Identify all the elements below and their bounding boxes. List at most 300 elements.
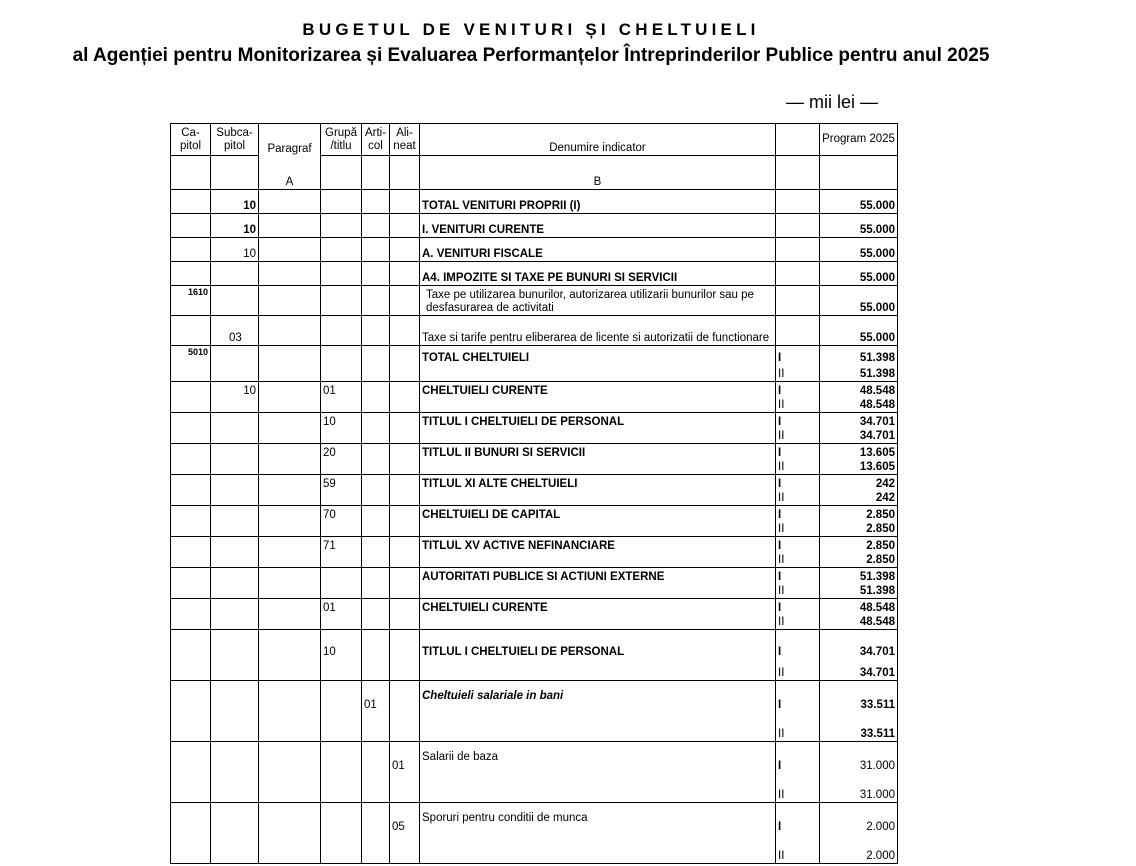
grupa-cell	[321, 773, 362, 803]
aliniat-cell	[390, 659, 420, 681]
table-row	[171, 491, 898, 506]
capitol-cell	[171, 475, 211, 491]
grupa-cell	[321, 190, 362, 214]
paragraf-cell	[259, 413, 321, 429]
table-row	[171, 346, 898, 365]
paragraf-cell	[259, 537, 321, 553]
program-code-cell: II	[776, 522, 820, 537]
table-row	[171, 429, 898, 444]
subcapitol-cell	[211, 346, 259, 365]
program-code-cell: II	[776, 659, 820, 681]
program-code-cell	[776, 190, 820, 214]
table-row	[171, 553, 898, 568]
grupa-cell: 01	[321, 382, 362, 398]
articol-cell	[362, 398, 390, 413]
capitol-cell	[171, 522, 211, 537]
program-value: 2.850	[820, 506, 898, 522]
grupa-cell	[321, 553, 362, 568]
subcapitol-cell	[211, 584, 259, 599]
indicator-name	[420, 615, 776, 630]
paragraf-cell	[259, 491, 321, 506]
program-code-cell: I	[776, 568, 820, 584]
program-code-cell	[776, 316, 820, 346]
grupa-cell: 01	[321, 599, 362, 615]
articol-cell	[362, 429, 390, 444]
aliniat-cell	[390, 506, 420, 522]
paragraf-cell	[259, 214, 321, 238]
program-code-cell: I	[776, 537, 820, 553]
articol-cell	[362, 522, 390, 537]
indicator-name: Sporuri pentru conditii de munca	[420, 803, 776, 834]
indicator-name: CHELTUIELI CURENTE	[420, 599, 776, 615]
paragraf-cell	[259, 742, 321, 773]
subcapitol-cell	[211, 398, 259, 413]
capitol-cell	[171, 262, 211, 286]
table-row	[171, 382, 898, 398]
indicator-name	[420, 773, 776, 803]
capitol-cell	[171, 460, 211, 475]
table-row	[171, 803, 898, 834]
grupa-cell: 10	[321, 630, 362, 659]
paragraf-cell	[259, 475, 321, 491]
program-code-cell: II	[776, 773, 820, 803]
program-code-cell	[776, 238, 820, 262]
table-row	[171, 681, 898, 712]
program-value: 51.398	[820, 346, 898, 365]
grupa-cell	[321, 522, 362, 537]
paragraf-cell	[259, 286, 321, 316]
program-code-cell: I	[776, 475, 820, 491]
program-value: 242	[820, 491, 898, 506]
grupa-cell	[321, 398, 362, 413]
table-row	[171, 444, 898, 460]
grupa-cell	[321, 834, 362, 864]
paragraf-cell	[259, 429, 321, 444]
grupa-cell	[321, 286, 362, 316]
program-code-cell: I	[776, 382, 820, 398]
paragraf-cell	[259, 444, 321, 460]
indicator-name	[420, 659, 776, 681]
capitol-cell	[171, 659, 211, 681]
paragraf-cell	[259, 460, 321, 475]
subcapitol-cell	[211, 262, 259, 286]
grupa-cell	[321, 615, 362, 630]
articol-cell: 01	[362, 681, 390, 712]
program-value: 55.000	[820, 262, 898, 286]
aliniat-cell	[390, 491, 420, 506]
subcapitol-cell	[211, 568, 259, 584]
grupa-cell	[321, 568, 362, 584]
paragraf-cell	[259, 346, 321, 365]
program-code-cell: II	[776, 365, 820, 382]
paragraf-cell	[259, 659, 321, 681]
program-value: 34.701	[820, 630, 898, 659]
aliniat-cell	[390, 398, 420, 413]
col-header-articol: Arti-col	[362, 124, 390, 156]
aliniat-cell	[390, 615, 420, 630]
table-row	[171, 630, 898, 659]
table-row	[171, 460, 898, 475]
capitol-cell	[171, 429, 211, 444]
capitol-cell	[171, 316, 211, 346]
indicator-name: TITLUL I CHELTUIELI DE PERSONAL	[420, 630, 776, 659]
program-code-cell: I	[776, 346, 820, 365]
program-code-cell: II	[776, 584, 820, 599]
paragraf-cell	[259, 316, 321, 346]
indicator-name	[420, 522, 776, 537]
indicator-name: TOTAL CHELTUIELI	[420, 346, 776, 365]
paragraf-cell	[259, 506, 321, 522]
indicator-name: TOTAL VENITURI PROPRII (I)	[420, 190, 776, 214]
articol-cell	[362, 553, 390, 568]
subcapitol-cell: 03	[211, 316, 259, 346]
indicator-name	[420, 712, 776, 742]
indicator-name: AUTORITATI PUBLICE SI ACTIUNI EXTERNE	[420, 568, 776, 584]
table-row	[171, 773, 898, 803]
program-code-cell: I	[776, 803, 820, 834]
capitol-cell	[171, 742, 211, 773]
aliniat-cell	[390, 214, 420, 238]
grupa-cell	[321, 238, 362, 262]
program-value: 13.605	[820, 444, 898, 460]
capitol-cell: 1610	[171, 286, 211, 316]
aliniat-cell	[390, 553, 420, 568]
aliniat-cell	[390, 630, 420, 659]
table-row	[171, 712, 898, 742]
budget-table	[170, 123, 898, 864]
program-value: 55.000	[820, 286, 898, 316]
subcapitol-cell	[211, 553, 259, 568]
indicator-name: CHELTUIELI CURENTE	[420, 382, 776, 398]
aliniat-cell	[390, 568, 420, 584]
table-row	[171, 522, 898, 537]
aliniat-cell: 01	[390, 742, 420, 773]
program-value: 55.000	[820, 238, 898, 262]
table-row	[171, 537, 898, 553]
program-value: 48.548	[820, 615, 898, 630]
col-letter-a: A	[259, 156, 321, 190]
capitol-cell	[171, 365, 211, 382]
indicator-name: A4. IMPOZITE SI TAXE PE BUNURI SI SERVICII	[420, 262, 776, 286]
grupa-cell: 10	[321, 413, 362, 429]
capitol-cell	[171, 553, 211, 568]
subcapitol-cell	[211, 365, 259, 382]
program-value: 33.511	[820, 712, 898, 742]
articol-cell	[362, 413, 390, 429]
program-value: 33.511	[820, 681, 898, 712]
program-value: 34.701	[820, 429, 898, 444]
col-header-code	[776, 124, 820, 156]
grupa-cell	[321, 742, 362, 773]
table-row	[171, 413, 898, 429]
articol-cell	[362, 630, 390, 659]
program-value: 13.605	[820, 460, 898, 475]
capitol-cell	[171, 506, 211, 522]
col-header-subcapitol: Subca-pitol	[211, 124, 259, 156]
articol-cell	[362, 615, 390, 630]
articol-cell	[362, 365, 390, 382]
program-value: 51.398	[820, 365, 898, 382]
grupa-cell	[321, 214, 362, 238]
indicator-name	[420, 834, 776, 864]
capitol-cell	[171, 190, 211, 214]
grupa-cell: 71	[321, 537, 362, 553]
program-code-cell: II	[776, 553, 820, 568]
grupa-cell	[321, 803, 362, 834]
articol-cell	[362, 712, 390, 742]
indicator-name: Taxe pe utilizarea bunurilor, autorizarea utilizarii bunurilor sau pe desfasurarea de activitati	[420, 286, 776, 316]
program-value: 34.701	[820, 413, 898, 429]
paragraf-cell	[259, 681, 321, 712]
program-code-cell	[776, 262, 820, 286]
table-row	[171, 214, 898, 238]
subcapitol-cell	[211, 429, 259, 444]
grupa-cell: 70	[321, 506, 362, 522]
program-code-cell: II	[776, 615, 820, 630]
capitol-cell	[171, 214, 211, 238]
subcapitol-cell	[211, 630, 259, 659]
indicator-name: A. VENITURI FISCALE	[420, 238, 776, 262]
articol-cell	[362, 262, 390, 286]
indicator-name: I. VENITURI CURENTE	[420, 214, 776, 238]
articol-cell	[362, 382, 390, 398]
capitol-cell	[171, 599, 211, 615]
articol-cell	[362, 742, 390, 773]
program-value: 51.398	[820, 568, 898, 584]
program-value: 2.850	[820, 522, 898, 537]
aliniat-cell	[390, 346, 420, 365]
aliniat-cell	[390, 190, 420, 214]
subcapitol-cell	[211, 506, 259, 522]
aliniat-cell	[390, 712, 420, 742]
paragraf-cell	[259, 630, 321, 659]
col-header-denumire: Denumire indicator	[420, 124, 776, 156]
subcapitol-cell	[211, 803, 259, 834]
program-code-cell: I	[776, 599, 820, 615]
grupa-cell: 59	[321, 475, 362, 491]
paragraf-cell	[259, 773, 321, 803]
aliniat-cell	[390, 365, 420, 382]
program-value: 31.000	[820, 773, 898, 803]
articol-cell	[362, 475, 390, 491]
articol-cell	[362, 460, 390, 475]
table-row	[171, 398, 898, 413]
aliniat-cell	[390, 522, 420, 537]
table-row	[171, 659, 898, 681]
currency-unit: — mii lei —	[786, 92, 879, 112]
program-code-cell: II	[776, 429, 820, 444]
capitol-cell	[171, 444, 211, 460]
indicator-name	[420, 460, 776, 475]
indicator-name: Cheltuieli salariale in bani	[420, 681, 776, 712]
articol-cell	[362, 568, 390, 584]
program-code-cell: I	[776, 630, 820, 659]
indicator-name: TITLUL II BUNURI SI SERVICII	[420, 444, 776, 460]
grupa-cell	[321, 712, 362, 742]
paragraf-cell	[259, 615, 321, 630]
indicator-name	[420, 584, 776, 599]
paragraf-cell	[259, 522, 321, 537]
capitol-cell	[171, 398, 211, 413]
subcapitol-cell	[211, 444, 259, 460]
grupa-cell	[321, 316, 362, 346]
capitol-cell	[171, 491, 211, 506]
subcapitol-cell	[211, 834, 259, 864]
subcapitol-cell	[211, 615, 259, 630]
table-row	[171, 286, 898, 316]
capitol-cell	[171, 413, 211, 429]
program-code-cell: I	[776, 681, 820, 712]
aliniat-cell	[390, 584, 420, 599]
articol-cell	[362, 599, 390, 615]
program-value: 2.000	[820, 803, 898, 834]
program-code-cell	[776, 214, 820, 238]
program-code-cell: II	[776, 460, 820, 475]
capitol-cell	[171, 681, 211, 712]
col-header-grupa: Grupă /titlu	[321, 124, 362, 156]
subcapitol-cell	[211, 413, 259, 429]
aliniat-cell	[390, 316, 420, 346]
paragraf-cell	[259, 238, 321, 262]
indicator-name: Taxe si tarife pentru eliberarea de licente si autorizatii de functionare	[420, 316, 776, 346]
paragraf-cell	[259, 584, 321, 599]
paragraf-cell	[259, 568, 321, 584]
aliniat-cell	[390, 382, 420, 398]
table-row	[171, 316, 898, 346]
articol-cell	[362, 506, 390, 522]
grupa-cell	[321, 262, 362, 286]
articol-cell	[362, 584, 390, 599]
capitol-cell	[171, 834, 211, 864]
articol-cell	[362, 316, 390, 346]
grupa-cell	[321, 681, 362, 712]
table-row	[171, 262, 898, 286]
paragraf-cell	[259, 599, 321, 615]
aliniat-cell	[390, 262, 420, 286]
program-code-cell	[776, 286, 820, 316]
indicator-name: CHELTUIELI DE CAPITAL	[420, 506, 776, 522]
indicator-name: TITLUL XI ALTE CHELTUIELI	[420, 475, 776, 491]
col-letter-b: B	[420, 156, 776, 190]
grupa-cell	[321, 429, 362, 444]
paragraf-cell	[259, 382, 321, 398]
table-row	[171, 742, 898, 773]
capitol-cell	[171, 615, 211, 630]
indicator-name	[420, 365, 776, 382]
col-header-program: Program 2025	[820, 124, 898, 156]
program-code-cell: I	[776, 742, 820, 773]
articol-cell	[362, 444, 390, 460]
subcapitol-cell: 10	[211, 382, 259, 398]
aliniat-cell	[390, 460, 420, 475]
document-subtitle: al Agenției pentru Monitorizarea și Evaluarea Performanțelor Întreprinderilor Publice pentru anul 2025	[72, 45, 990, 66]
aliniat-cell	[390, 537, 420, 553]
paragraf-cell	[259, 190, 321, 214]
aliniat-cell	[390, 681, 420, 712]
aliniat-cell	[390, 286, 420, 316]
articol-cell	[362, 659, 390, 681]
program-code-cell: II	[776, 712, 820, 742]
indicator-name	[420, 491, 776, 506]
document-title: BUGETUL DE VENITURI ȘI CHELTUIELI	[302, 20, 760, 39]
indicator-name: TITLUL I CHELTUIELI DE PERSONAL	[420, 413, 776, 429]
grupa-cell	[321, 491, 362, 506]
grupa-cell	[321, 365, 362, 382]
subcapitol-cell	[211, 522, 259, 537]
articol-cell	[362, 803, 390, 834]
paragraf-cell	[259, 262, 321, 286]
subcapitol-cell	[211, 475, 259, 491]
articol-cell	[362, 773, 390, 803]
program-value: 2.850	[820, 537, 898, 553]
aliniat-cell	[390, 413, 420, 429]
subcapitol-cell	[211, 681, 259, 712]
program-value: 34.701	[820, 659, 898, 681]
subcapitol-cell	[211, 491, 259, 506]
subcapitol-cell	[211, 537, 259, 553]
aliniat-cell	[390, 429, 420, 444]
aliniat-cell	[390, 475, 420, 491]
col-header-aliniat: Ali-neat	[390, 124, 420, 156]
capitol-cell	[171, 584, 211, 599]
program-code-cell: II	[776, 834, 820, 864]
aliniat-cell	[390, 599, 420, 615]
aliniat-cell: 05	[390, 803, 420, 834]
indicator-name	[420, 398, 776, 413]
paragraf-cell	[259, 834, 321, 864]
subcapitol-cell: 10	[211, 214, 259, 238]
articol-cell	[362, 834, 390, 864]
grupa-cell	[321, 460, 362, 475]
table-row	[171, 238, 898, 262]
capitol-cell	[171, 382, 211, 398]
table-row	[171, 475, 898, 491]
capitol-cell: 5010	[171, 346, 211, 365]
articol-cell	[362, 286, 390, 316]
table-row	[171, 584, 898, 599]
capitol-cell	[171, 537, 211, 553]
subcapitol-cell	[211, 599, 259, 615]
subcapitol-cell	[211, 460, 259, 475]
program-value: 48.548	[820, 382, 898, 398]
program-value: 2.000	[820, 834, 898, 864]
paragraf-cell	[259, 553, 321, 568]
articol-cell	[362, 190, 390, 214]
paragraf-cell	[259, 365, 321, 382]
articol-cell	[362, 214, 390, 238]
subcapitol-cell	[211, 742, 259, 773]
subcapitol-cell	[211, 286, 259, 316]
program-code-cell: II	[776, 491, 820, 506]
capitol-cell	[171, 630, 211, 659]
aliniat-cell	[390, 444, 420, 460]
program-value: 31.000	[820, 742, 898, 773]
grupa-cell	[321, 659, 362, 681]
table-row	[171, 568, 898, 584]
table-row	[171, 365, 898, 382]
articol-cell	[362, 346, 390, 365]
capitol-cell	[171, 803, 211, 834]
aliniat-cell	[390, 834, 420, 864]
paragraf-cell	[259, 398, 321, 413]
table-row	[171, 615, 898, 630]
paragraf-cell	[259, 803, 321, 834]
subcapitol-cell	[211, 659, 259, 681]
program-code-cell: I	[776, 444, 820, 460]
table-row	[171, 506, 898, 522]
capitol-cell	[171, 568, 211, 584]
indicator-name	[420, 429, 776, 444]
